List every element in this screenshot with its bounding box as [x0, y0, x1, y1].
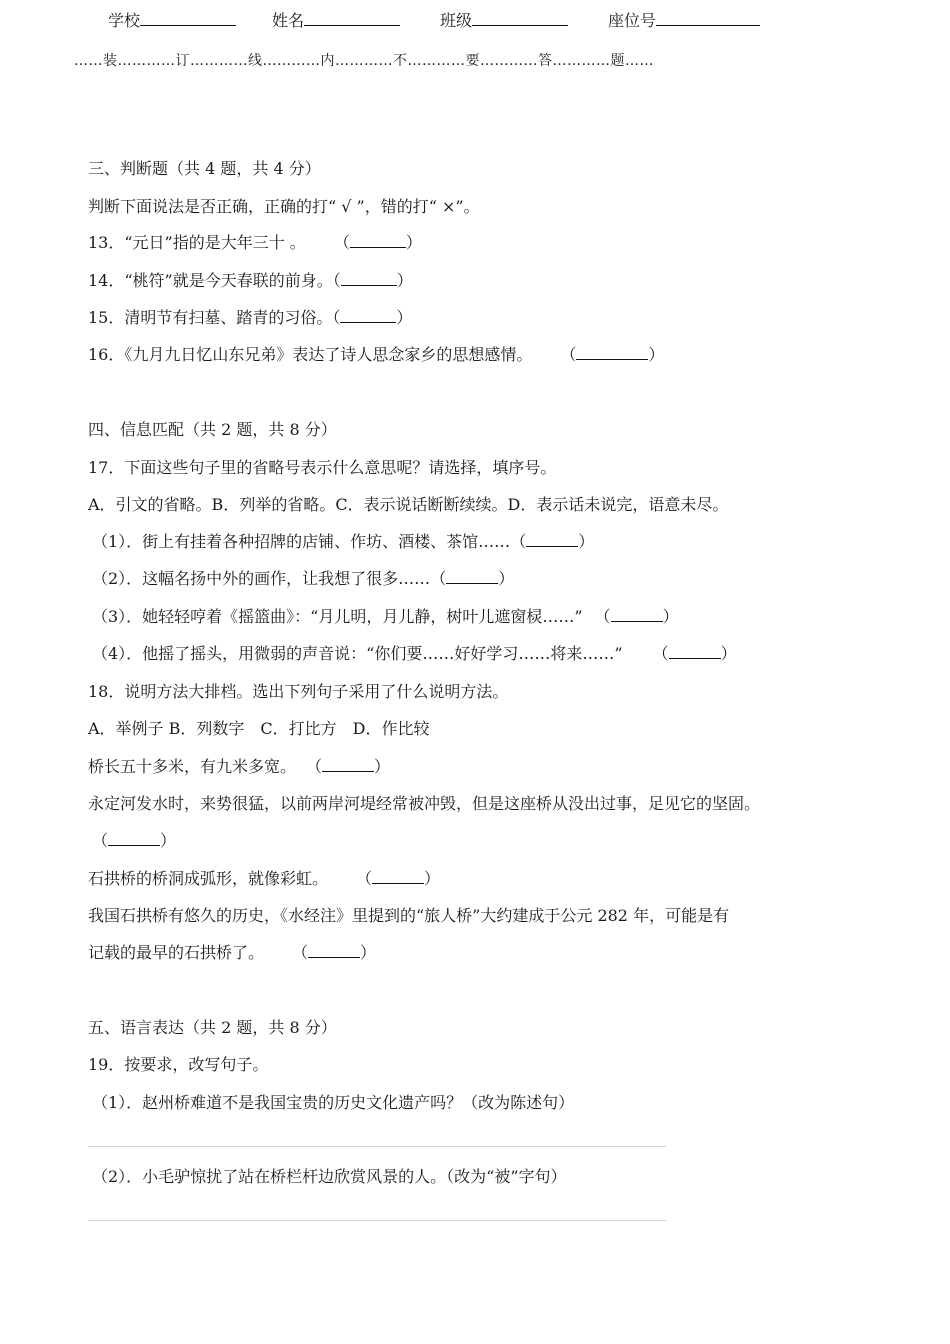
q15-text: 15．清明节有扫墓、踏青的习俗。: [88, 308, 333, 327]
question-14: 14．“桃符”就是今天春联的前身。（ ）: [88, 271, 413, 290]
answer-blank-13[interactable]: [350, 233, 406, 248]
answer-line-19-2[interactable]: [88, 1220, 666, 1221]
question-17-3: （3）．她轻轻哼着《摇篮曲》：“月儿明，月儿静，树叶儿遮窗棂……” （ ）: [92, 607, 679, 626]
question-19: 19．按要求，改写句子。: [88, 1055, 269, 1074]
answer-line-19-1[interactable]: [88, 1146, 666, 1147]
school-input-line[interactable]: [140, 8, 236, 26]
answer-blank-15[interactable]: [340, 308, 396, 323]
seat-field[interactable]: [608, 8, 760, 31]
question-18: 18．说明方法大排档。选出下列句子采用了什么说明方法。: [88, 682, 509, 701]
answer-blank-17-3[interactable]: [611, 607, 663, 622]
answer-blank-17-2[interactable]: [446, 569, 498, 584]
school-field[interactable]: [108, 8, 236, 31]
seat-input-line[interactable]: [656, 8, 760, 26]
name-field[interactable]: [272, 8, 400, 31]
question-15: 15．清明节有扫墓、踏青的习俗。（ ）: [88, 308, 413, 327]
q16-text: 16．《九月九日忆山东兄弟》表达了诗人思念家乡的思想感情。: [88, 345, 533, 364]
class-label: 班级: [440, 11, 473, 30]
question-16: 16．《九月九日忆山东兄弟》表达了诗人思念家乡的思想感情。 （ ）: [88, 345, 665, 364]
seat-label: 座位号: [608, 11, 657, 30]
question-18-1: 桥长五十多米，有九米多宽。 （ ）: [88, 757, 391, 776]
school-label: 学校: [108, 11, 141, 30]
answer-blank-18-3[interactable]: [372, 869, 424, 884]
question-18-3: 石拱桥的桥洞成弧形，就像彩虹。 （ ）: [88, 869, 441, 888]
q14-text: 14．“桃符”就是今天春联的前身。: [88, 271, 333, 290]
answer-blank-16[interactable]: [576, 345, 648, 360]
answer-blank-18-4[interactable]: [308, 943, 360, 958]
name-label: 姓名: [272, 11, 305, 30]
answer-blank-14[interactable]: [341, 271, 397, 286]
class-input-line[interactable]: [472, 8, 568, 26]
answer-blank-18-2[interactable]: [108, 831, 160, 846]
question-19-1: （1）．赵州桥难道不是我国宝贵的历史文化遗产吗？（改为陈述句）: [92, 1093, 575, 1112]
question-18-4: 我国石拱桥有悠久的历史，《水经注》里提到的“旅人桥”大约建成于公元 282 年，可能是有: [88, 906, 730, 925]
question-13: 13．“元日”指的是大年三十 。 （ ）: [88, 233, 422, 252]
question-17-1: （1）．街上有挂着各种招牌的店铺、作坊、酒楼、茶馆……（ ）: [92, 532, 595, 551]
section3-instruction: 判断下面说法是否正确，正确的打“ √ ”，错的打“ ×”。: [88, 197, 480, 216]
question-17-4: （4）．他摇了摇头，用微弱的声音说：“你们要……好好学习……将来……” （ ）: [92, 644, 737, 663]
question-18-4-cont: 记载的最早的石拱桥了。 （ ）: [88, 943, 377, 962]
answer-blank-17-1[interactable]: [526, 532, 578, 547]
exam-header: [0, 8, 950, 34]
name-input-line[interactable]: [304, 8, 400, 26]
question-18-2: 永定河发水时，来势很猛，以前两岸河堤经常被冲毁，但是这座桥从没出过事，足见它的坚固。: [88, 794, 761, 813]
answer-blank-18-1[interactable]: [322, 757, 374, 772]
question-18-options: A．举例子 B．列数字 C．打比方 D．作比较: [88, 719, 430, 738]
binding-line: ……装…………订…………线…………内…………不…………要…………答…………题……: [74, 53, 654, 69]
q13-text: 13．“元日”指的是大年三十 。: [88, 233, 306, 252]
class-field[interactable]: [440, 8, 568, 31]
question-17-options: A．引文的省略。B．列举的省略。C．表示说话断断续续。D．表示话未说完，语意未尽。: [88, 495, 729, 514]
question-17-2: （2）．这幅名扬中外的画作，让我想了很多……（ ）: [92, 569, 515, 588]
answer-blank-17-4[interactable]: [669, 644, 721, 659]
question-19-2: （2）．小毛驴惊扰了站在桥栏杆边欣赏风景的人。（改为“被”字句）: [92, 1167, 567, 1186]
section4-title: 四、信息匹配（共 2 题，共 8 分）: [88, 420, 337, 439]
section3-title: 三、判断题（共 4 题，共 4 分）: [88, 159, 321, 178]
question-18-2-answer: （ ）: [92, 831, 177, 850]
section5-title: 五、语言表达（共 2 题，共 8 分）: [88, 1018, 337, 1037]
question-17: 17．下面这些句子里的省略号表示什么意思呢？请选择，填序号。: [88, 458, 557, 477]
